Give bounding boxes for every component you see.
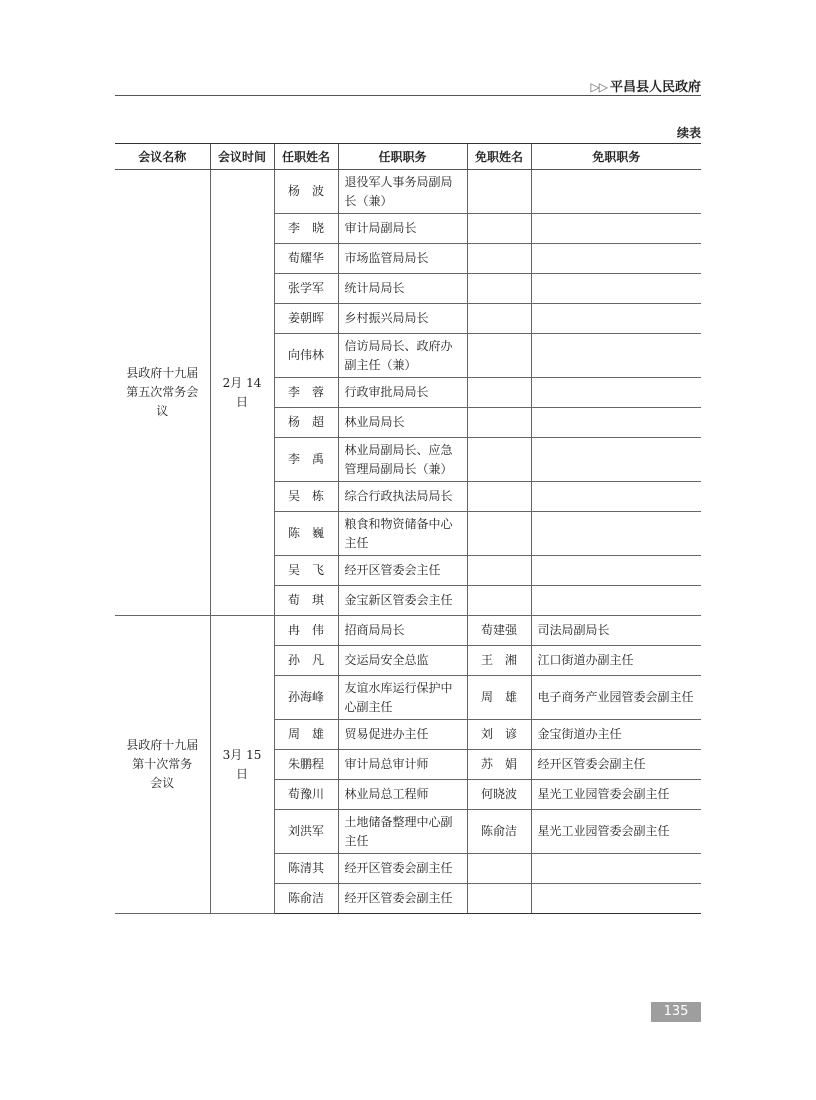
appointee-name: 吴 飞 <box>274 556 338 586</box>
removed-name: 苏 娟 <box>467 750 531 780</box>
appointed-post: 信访局局长、政府办副主任（兼） <box>338 334 467 378</box>
removed-post: 星光工业园管委会副主任 <box>531 780 701 810</box>
appointed-post: 行政审批局局长 <box>338 378 467 408</box>
removed-name <box>467 408 531 438</box>
header-title: 平昌县人民政府 <box>609 80 701 95</box>
appointed-post: 招商局局长 <box>338 616 467 646</box>
appointee-name: 杨 超 <box>274 408 338 438</box>
removed-post <box>531 214 701 244</box>
appointee-name: 孙海峰 <box>274 676 338 720</box>
table-header-row <box>115 144 701 170</box>
removed-name <box>467 854 531 884</box>
appointee-name: 孙 凡 <box>274 646 338 676</box>
col-header: 免职姓名 <box>467 144 531 170</box>
appointed-post: 林业局局长 <box>338 408 467 438</box>
removed-post <box>531 408 701 438</box>
removed-post: 司法局副局长 <box>531 616 701 646</box>
header-rule <box>115 95 701 96</box>
appointed-post: 退役军人事务局副局长（兼） <box>338 170 467 214</box>
removed-name <box>467 556 531 586</box>
appointed-post: 审计局总审计师 <box>338 750 467 780</box>
appointee-name: 陈俞洁 <box>274 884 338 914</box>
appointee-name: 李 蓉 <box>274 378 338 408</box>
appointed-post: 林业局总工程师 <box>338 780 467 810</box>
appointed-post: 贸易促进办主任 <box>338 720 467 750</box>
removed-post <box>531 438 701 482</box>
removed-name <box>467 214 531 244</box>
appointed-post: 经开区管委会副主任 <box>338 884 467 914</box>
appointee-name: 周 雄 <box>274 720 338 750</box>
continued-label: 续表 <box>676 126 701 140</box>
appointee-name: 李 禹 <box>274 438 338 482</box>
appointee-name: 荀耀华 <box>274 244 338 274</box>
appointee-name: 陈清其 <box>274 854 338 884</box>
removed-post <box>531 274 701 304</box>
removed-post <box>531 556 701 586</box>
appointee-name: 杨 波 <box>274 170 338 214</box>
appointed-post: 市场监管局局长 <box>338 244 467 274</box>
col-header: 任职职务 <box>338 144 467 170</box>
removed-name: 陈俞洁 <box>467 810 531 854</box>
appointed-post: 统计局局长 <box>338 274 467 304</box>
appointee-name: 冉 伟 <box>274 616 338 646</box>
removed-name <box>467 482 531 512</box>
meeting-date: 3月 15 日 <box>210 616 274 914</box>
removed-post <box>531 170 701 214</box>
table-row <box>115 170 701 214</box>
appointed-post: 经开区管委会主任 <box>338 556 467 586</box>
appointee-name: 李 晓 <box>274 214 338 244</box>
appointee-name: 张学军 <box>274 274 338 304</box>
removed-post <box>531 512 701 556</box>
meeting-name: 县政府十九届 第五次常务会议 <box>115 170 210 616</box>
removed-name <box>467 586 531 616</box>
removed-name <box>467 378 531 408</box>
col-header: 任职姓名 <box>274 144 338 170</box>
appointed-post: 乡村振兴局局长 <box>338 304 467 334</box>
removed-post <box>531 244 701 274</box>
removed-post <box>531 884 701 914</box>
triangle-marker-icon: ▷▷ <box>590 80 607 94</box>
removed-name <box>467 512 531 556</box>
appointee-name: 荀 琪 <box>274 586 338 616</box>
removed-post <box>531 586 701 616</box>
removed-name <box>467 884 531 914</box>
appointed-post: 综合行政执法局局长 <box>338 482 467 512</box>
removed-name <box>467 244 531 274</box>
removed-name <box>467 274 531 304</box>
removed-post: 电子商务产业园管委会副主任 <box>531 676 701 720</box>
removed-name <box>467 334 531 378</box>
removed-name: 刘 谚 <box>467 720 531 750</box>
removed-name: 何晓波 <box>467 780 531 810</box>
removed-post: 江口街道办副主任 <box>531 646 701 676</box>
appointed-post: 交运局安全总监 <box>338 646 467 676</box>
removed-name <box>467 170 531 214</box>
removed-name: 荀建强 <box>467 616 531 646</box>
col-header: 免职职务 <box>531 144 701 170</box>
page-number: 135 <box>651 1002 701 1022</box>
appointee-name: 陈 巍 <box>274 512 338 556</box>
removed-post <box>531 378 701 408</box>
appointed-post: 友谊水库运行保护中心副主任 <box>338 676 467 720</box>
removed-post <box>531 304 701 334</box>
appointed-post: 林业局副局长、应急管理局副局长（兼） <box>338 438 467 482</box>
removed-post: 金宝街道办主任 <box>531 720 701 750</box>
removed-name <box>467 438 531 482</box>
appointee-name: 向伟林 <box>274 334 338 378</box>
removed-name: 王 湘 <box>467 646 531 676</box>
meeting-date: 2月 14 日 <box>210 170 274 616</box>
appointee-name: 吴 栋 <box>274 482 338 512</box>
removed-post <box>531 854 701 884</box>
appointee-name: 荀豫川 <box>274 780 338 810</box>
appointment-table <box>115 143 701 914</box>
appointed-post: 金宝新区管委会主任 <box>338 586 467 616</box>
appointed-post: 粮食和物资储备中心主任 <box>338 512 467 556</box>
removed-post: 经开区管委会副主任 <box>531 750 701 780</box>
appointed-post: 经开区管委会副主任 <box>338 854 467 884</box>
removed-name: 周 雄 <box>467 676 531 720</box>
removed-name <box>467 304 531 334</box>
running-header <box>591 76 701 95</box>
removed-post <box>531 482 701 512</box>
removed-post: 星光工业园管委会副主任 <box>531 810 701 854</box>
col-header: 会议名称 <box>115 144 210 170</box>
table-row <box>115 616 701 646</box>
col-header: 会议时间 <box>210 144 274 170</box>
appointed-post: 土地储备整理中心副主任 <box>338 810 467 854</box>
appointed-post: 审计局副局长 <box>338 214 467 244</box>
removed-post <box>531 334 701 378</box>
appointee-name: 姜朝晖 <box>274 304 338 334</box>
appointee-name: 刘洪军 <box>274 810 338 854</box>
appointee-name: 朱鹏程 <box>274 750 338 780</box>
meeting-name: 县政府十九届 第十次常务 会议 <box>115 616 210 914</box>
